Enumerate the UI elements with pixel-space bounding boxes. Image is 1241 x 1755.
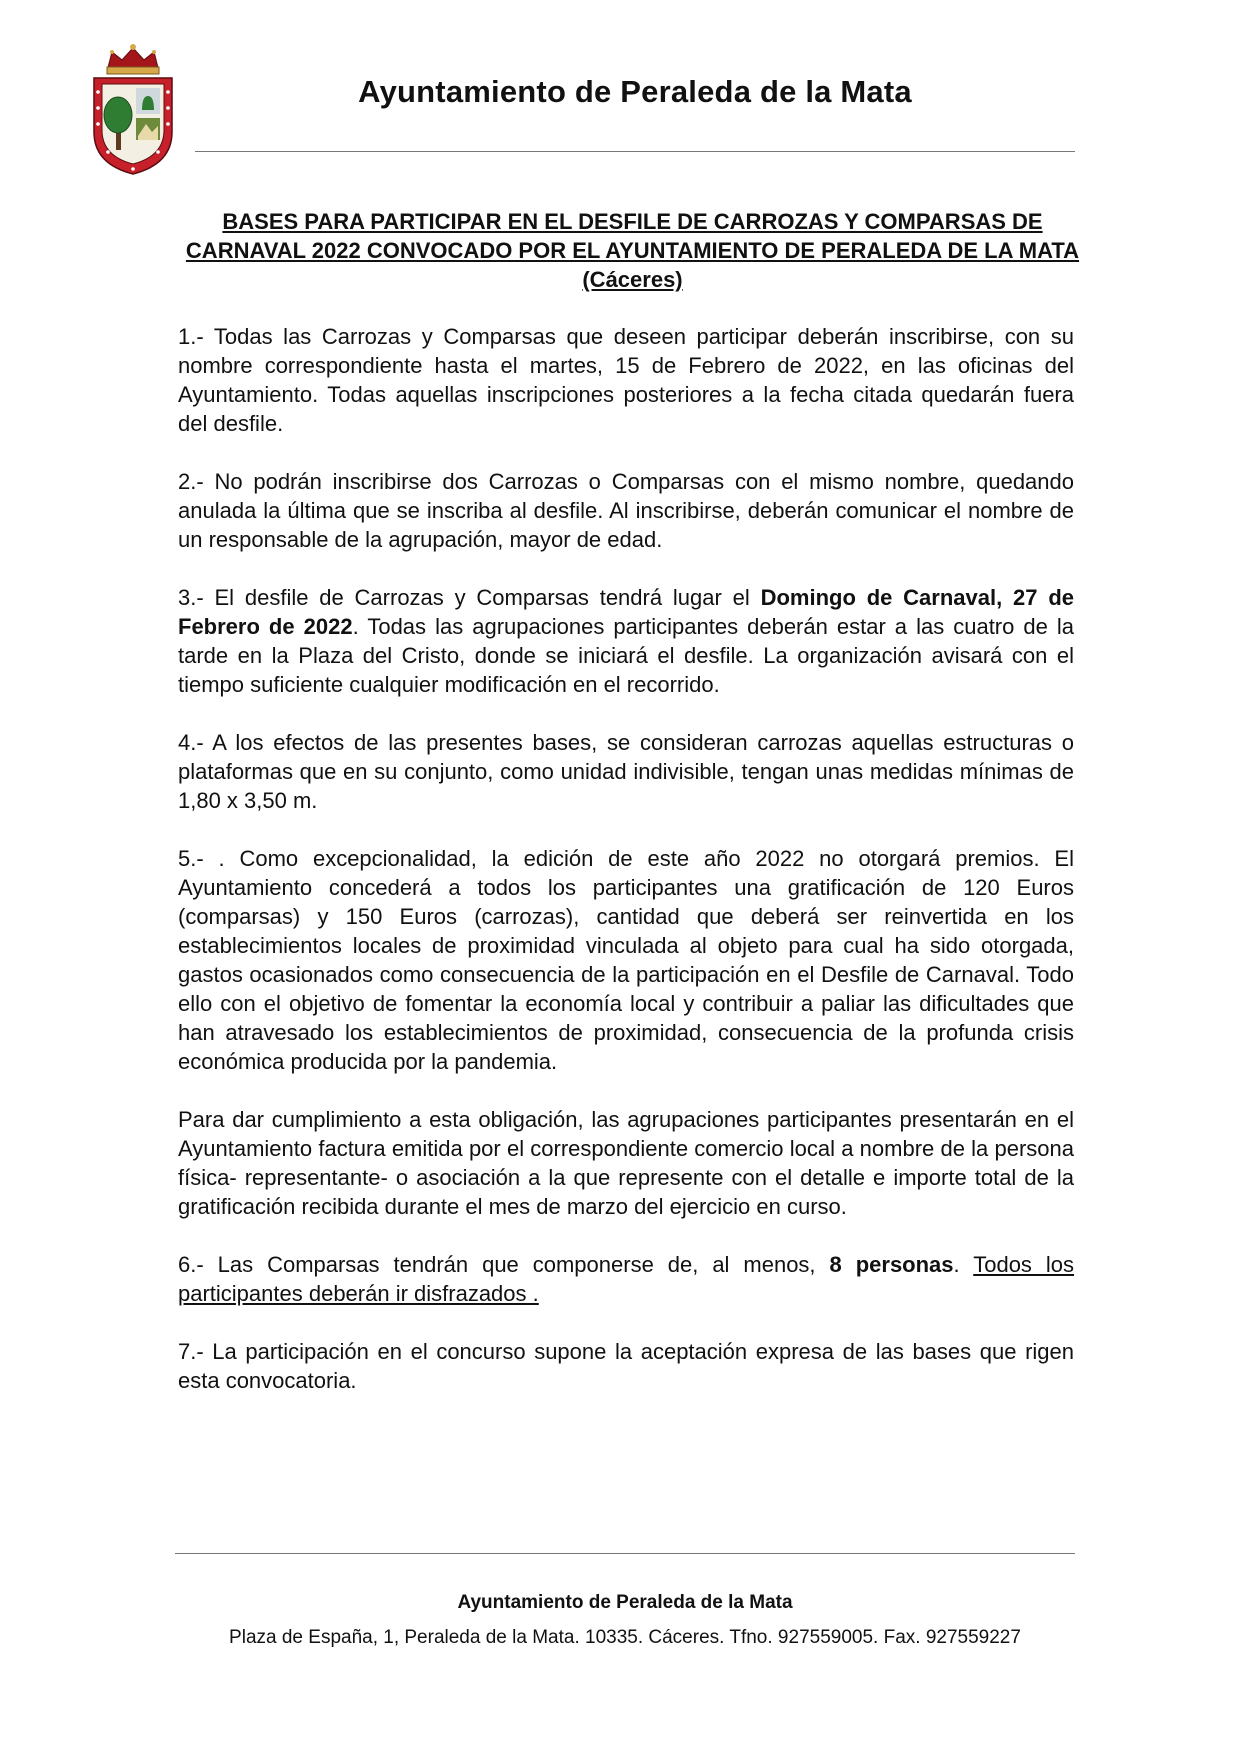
clause-3-date: Domingo de Carnaval, 27 de Febrero de 2022 <box>178 585 1074 639</box>
footer-address: Plaza de España, 1, Peraleda de la Mata. 10335. Cáceres. Tfno. 927559005. Fax. 927559227 <box>229 1627 1021 1648</box>
clause-6-costume-rule: Todos los participantes deberán ir disfrazados . <box>178 1252 1075 1306</box>
clause-6 <box>178 1250 1074 1308</box>
footer-divider <box>175 1553 1075 1554</box>
header-divider <box>195 151 1075 152</box>
bell-icon <box>136 88 160 114</box>
clause-3-text-b: . Todas las agrupaciones participantes deberán estar a las cuatro de la tarde en la Plaza del Cristo, donde se iniciará el desfile. La organización avisará con el tiempo suficiente cualquier modificación en el recorrido. <box>178 614 1075 697</box>
clause-6-text-b: . <box>953 1252 974 1277</box>
clause-4: 4.- A los efectos de las presentes bases, se consideran carrozas aquellas estructuras o plataformas que en su conjunto, como unidad indivisible, tengan unas medidas mínimas de 1,80 x 3,50 m. <box>178 730 1074 813</box>
crown-icon <box>107 44 159 74</box>
document-title: BASES PARA PARTICIPAR EN EL DESFILE DE CARROZAS Y COMPARSAS DE CARNAVAL 2022 CONVOCADO POR EL AYUNTAMIENTO DE PERALEDA DE LA MATA (Cáceres) <box>185 209 1080 292</box>
clause-7: 7.- La participación en el concurso supone la aceptación expresa de las bases que rigen esta convocatoria. <box>178 1339 1074 1393</box>
clause-5-obligation: Para dar cumplimiento a esta obligación, las agrupaciones participantes presentarán en el Ayuntamiento factura emitida por el correspondiente comercio local a nombre de la persona física- representante- o asociación a la que represente con el detalle e importe total de la gratificación recibida durante el mes de marzo del ejercicio en curso. <box>178 1107 1074 1219</box>
municipal-coat-of-arms-icon <box>88 40 178 180</box>
clause-6-text-a: 6.- Las Comparsas tendrán que componerse de, al menos, <box>178 1252 830 1277</box>
footer-organization-name: Ayuntamiento de Peraleda de la Mata <box>457 1592 793 1613</box>
clause-5: 5.- . Como excepcionalidad, la edición de este año 2022 no otorgará premios. El Ayuntamiento concederá a todos los participantes una gratificación de 120 Euros (comparsas) y 150 Euros (carrozas), cantidad que deberá ser reinvertida en los establecimientos locales de proximidad vinculada al objeto para cual ha sido otorgada, gastos ocasionados como consecuencia de la participación en el Desfile de Carnaval. Todo ello con el objetivo de fomentar la economía local y contribuir a paliar las dificultades que han atravesado los establecimientos de proximidad, consecuencia de la profunda crisis económica producida por la pandemia. <box>178 846 1074 1074</box>
document-body <box>178 322 1074 1424</box>
clause-6-min-people: 8 personas <box>829 1252 954 1277</box>
clause-3 <box>178 583 1074 699</box>
clause-1: 1.- Todas las Carrozas y Comparsas que deseen participar deberán inscribirse, con su nombre correspondiente hasta el martes, 15 de Febrero de 2022, en las oficinas del Ayuntamiento. Todas aquellas inscripciones posteriores a la fecha citada quedarán fuera del desfile. <box>178 324 1074 436</box>
page-header-title: Ayuntamiento de Peraleda de la Mata <box>358 74 912 109</box>
clause-3-text-a: 3.- El desfile de Carrozas y Comparsas tendrá lugar el <box>178 585 761 610</box>
clause-2: 2.- No podrán inscribirse dos Carrozas o Comparsas con el mismo nombre, quedando anulada la última que se inscriba al desfile. Al inscribirse, deberán comunicar el nombre de un responsable de la agrupación, mayor de edad. <box>178 469 1074 552</box>
